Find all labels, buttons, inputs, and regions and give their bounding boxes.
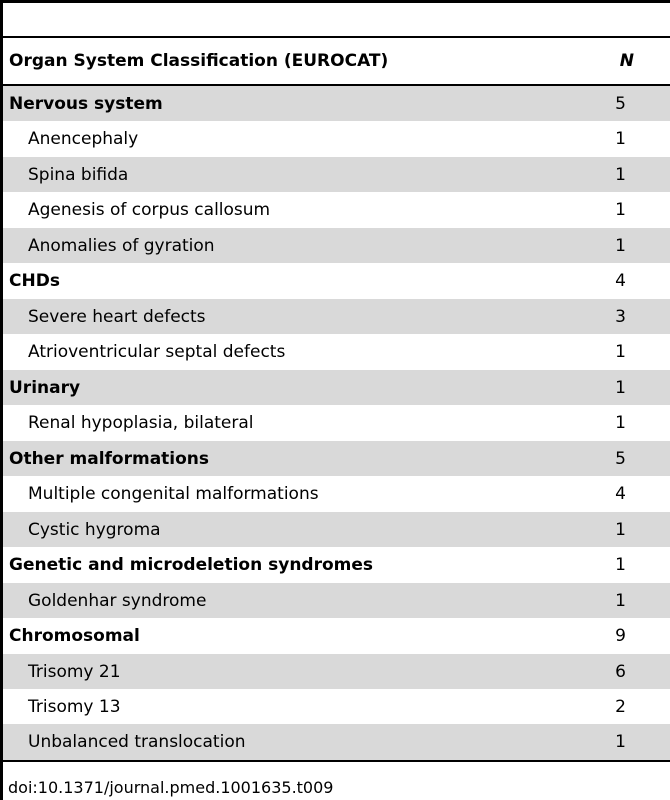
category-label: Urinary xyxy=(9,377,81,398)
row-count: 1 xyxy=(615,200,626,221)
table-row xyxy=(3,512,670,547)
row-count: 5 xyxy=(615,94,626,114)
row-label: Atrioventricular septal defects xyxy=(28,342,286,363)
table-category-row xyxy=(3,263,670,298)
table-row xyxy=(3,583,670,618)
table-category-row xyxy=(3,86,670,121)
table-category-row xyxy=(3,370,670,405)
row-label: Agenesis of corpus callosum xyxy=(28,200,271,221)
table-bottom-rule xyxy=(3,760,670,762)
column-header-count: N xyxy=(619,51,634,71)
row-count: 1 xyxy=(615,732,626,753)
row-label: Multiple congenital malformations xyxy=(28,484,319,505)
column-header-classification: Organ System Classification (EUROCAT) xyxy=(9,51,389,71)
table-row xyxy=(3,405,670,440)
table-header-top-rule xyxy=(3,36,670,38)
row-count: 5 xyxy=(615,448,626,469)
row-label: Anencephaly xyxy=(28,129,139,150)
row-label: Renal hypoplasia, bilateral xyxy=(28,413,254,434)
table-body xyxy=(3,86,670,760)
table-row xyxy=(3,334,670,369)
table-header-row xyxy=(3,40,670,84)
table-row xyxy=(3,121,670,156)
row-count: 1 xyxy=(615,164,626,185)
table-row xyxy=(3,689,670,724)
category-label: Nervous system xyxy=(9,94,163,114)
row-count: 9 xyxy=(615,626,626,647)
row-count: 1 xyxy=(615,129,626,150)
table-row xyxy=(3,654,670,689)
row-count: 6 xyxy=(615,661,626,682)
row-label: Cystic hygroma xyxy=(28,519,161,540)
row-count: 1 xyxy=(615,235,626,256)
row-label: Trisomy 13 xyxy=(28,696,121,717)
row-count: 1 xyxy=(615,377,626,398)
table-row xyxy=(3,228,670,263)
category-label: Other malformations xyxy=(9,448,210,469)
table-row xyxy=(3,192,670,227)
row-count: 1 xyxy=(615,519,626,540)
row-label: Trisomy 21 xyxy=(28,661,121,682)
doi-caption: doi:10.1371/journal.pmed.1001635.t009 xyxy=(8,778,334,797)
table-category-row xyxy=(3,618,670,653)
category-label: Genetic and microdeletion syndromes xyxy=(9,555,374,576)
row-count: 1 xyxy=(615,590,626,611)
row-count: 4 xyxy=(615,484,626,505)
table-category-row xyxy=(3,441,670,476)
row-label: Severe heart defects xyxy=(28,306,206,327)
table-category-row xyxy=(3,547,670,582)
row-count: 1 xyxy=(615,413,626,434)
row-label: Spina bifida xyxy=(28,164,129,185)
table-row xyxy=(3,299,670,334)
table-row xyxy=(3,476,670,511)
row-label: Anomalies of gyration xyxy=(28,235,215,256)
row-count: 3 xyxy=(615,306,626,327)
table-row xyxy=(3,157,670,192)
row-label: Goldenhar syndrome xyxy=(28,590,207,611)
row-count: 1 xyxy=(615,342,626,363)
category-label: CHDs xyxy=(9,271,60,292)
category-label: Chromosomal xyxy=(9,626,140,647)
row-label: Unbalanced translocation xyxy=(28,732,246,753)
row-count: 2 xyxy=(615,696,626,717)
table-top-rule xyxy=(3,0,670,3)
row-count: 4 xyxy=(615,271,626,292)
table-row xyxy=(3,724,670,759)
row-count: 1 xyxy=(615,555,626,576)
